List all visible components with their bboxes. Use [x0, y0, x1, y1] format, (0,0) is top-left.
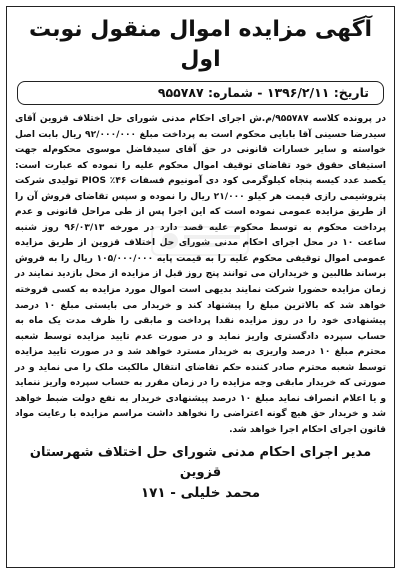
auction-notice	[6, 6, 395, 568]
notice-title: آگهی مزایده اموال منقول نوبت اول	[28, 17, 373, 72]
notice-body: در پرونده کلاسه ۹۵۵۷۸۷/م.ش اجرای احکام مدنی شورای حل اختلاف قزوین آقای سیدرضا حسینی آقا بابایی محکوم است به پرداخت مبلغ ۹۲/۰۰۰/۰۰۰ ریال بابت اصل خواسته و سایر خسارات قانونی در حق آقای سیدفاضل موسوی محکوم‌له جهت استیفای حقوق خود تقاضای توقیف اموال محکوم علیه را نموده که عبارت است: یکصد عدد کیسه پنجاه کیلوگرمی کود دی آمونیوم فسفات ۴۶٪ PIOS تولیدی شرکت پتروشیمی رازی قیمت هر کیلو ۲۱/۰۰۰ ریال را نموده و سپس تقاضای فروش آن را از طریق مزایده عمومی نموده است که این اجرا پس از طی مراحل قانونی و عدم پرداخت محکوم به توسط محکوم علیه قصد دارد در مورخه ۹۶/۰۳/۱۳ روز شنبه ساعت ۱۰ در محل اجرای احکام مدنی شورای حل اختلاف قزوین از طریق مزایده عمومی اموال توقیفی محکوم علیه را به قیمت پایه ۱۰۵/۰۰۰/۰۰۰ ریال را به فروش برساند طالبین و خریداران می توانند پنج روز قبل از مزایده از محل بازدید نمایند در زمان مزایده حضورا شرکت نمایند بدیهی است اموال مورد مزایده به کسی فروخته خواهد شد که بالاترین مبلغ را پیشنهاد کند و خریدار می بایستی مبلغ ۱۰ درصد پیشنهادی خود را در روز مزایده نقدا پرداخت و مابقی را ظرف مدت یک ماه به حساب سپرده دادگستری واریز نماید و در صورت عدم تایید مزایده توسط شعبه محترم مبلغ ۱۰ درصد واریزی به خریدار مسترد خواهد شد و در صورت تایید مزایده توسط شعبه محترم صادر کننده حکم تقاضای انتقال مالکیت ملک را می نماید و در صورتی که خریدار مابقی وجه مزایده را در زمان مقرر به حساب سپرده واریز ننماید و یا اعلام انصراف نماید مبلغ ۱۰ درصد پیشنهادی خریدار به نفع دولت ضبط خواهد شد و خریدار حق هیچ گونه اعتراضی را نخواهد داشت مراسم مزایده با رعایت مواد قانون اجرای احکام اجرا خواهد شد.	[15, 114, 387, 435]
signature-name: محمد خلیلی - ۱۷۱	[140, 485, 261, 502]
signature-title: مدیر اجرای احکام مدنی شورای حل اختلاف شهرستان قزوین	[29, 445, 372, 481]
signature-block	[15, 443, 386, 504]
date-number-bar: تاریخ: ۱۳۹۶/۲/۱۱ - شماره: ۹۵۵۷۸۷	[17, 81, 384, 105]
